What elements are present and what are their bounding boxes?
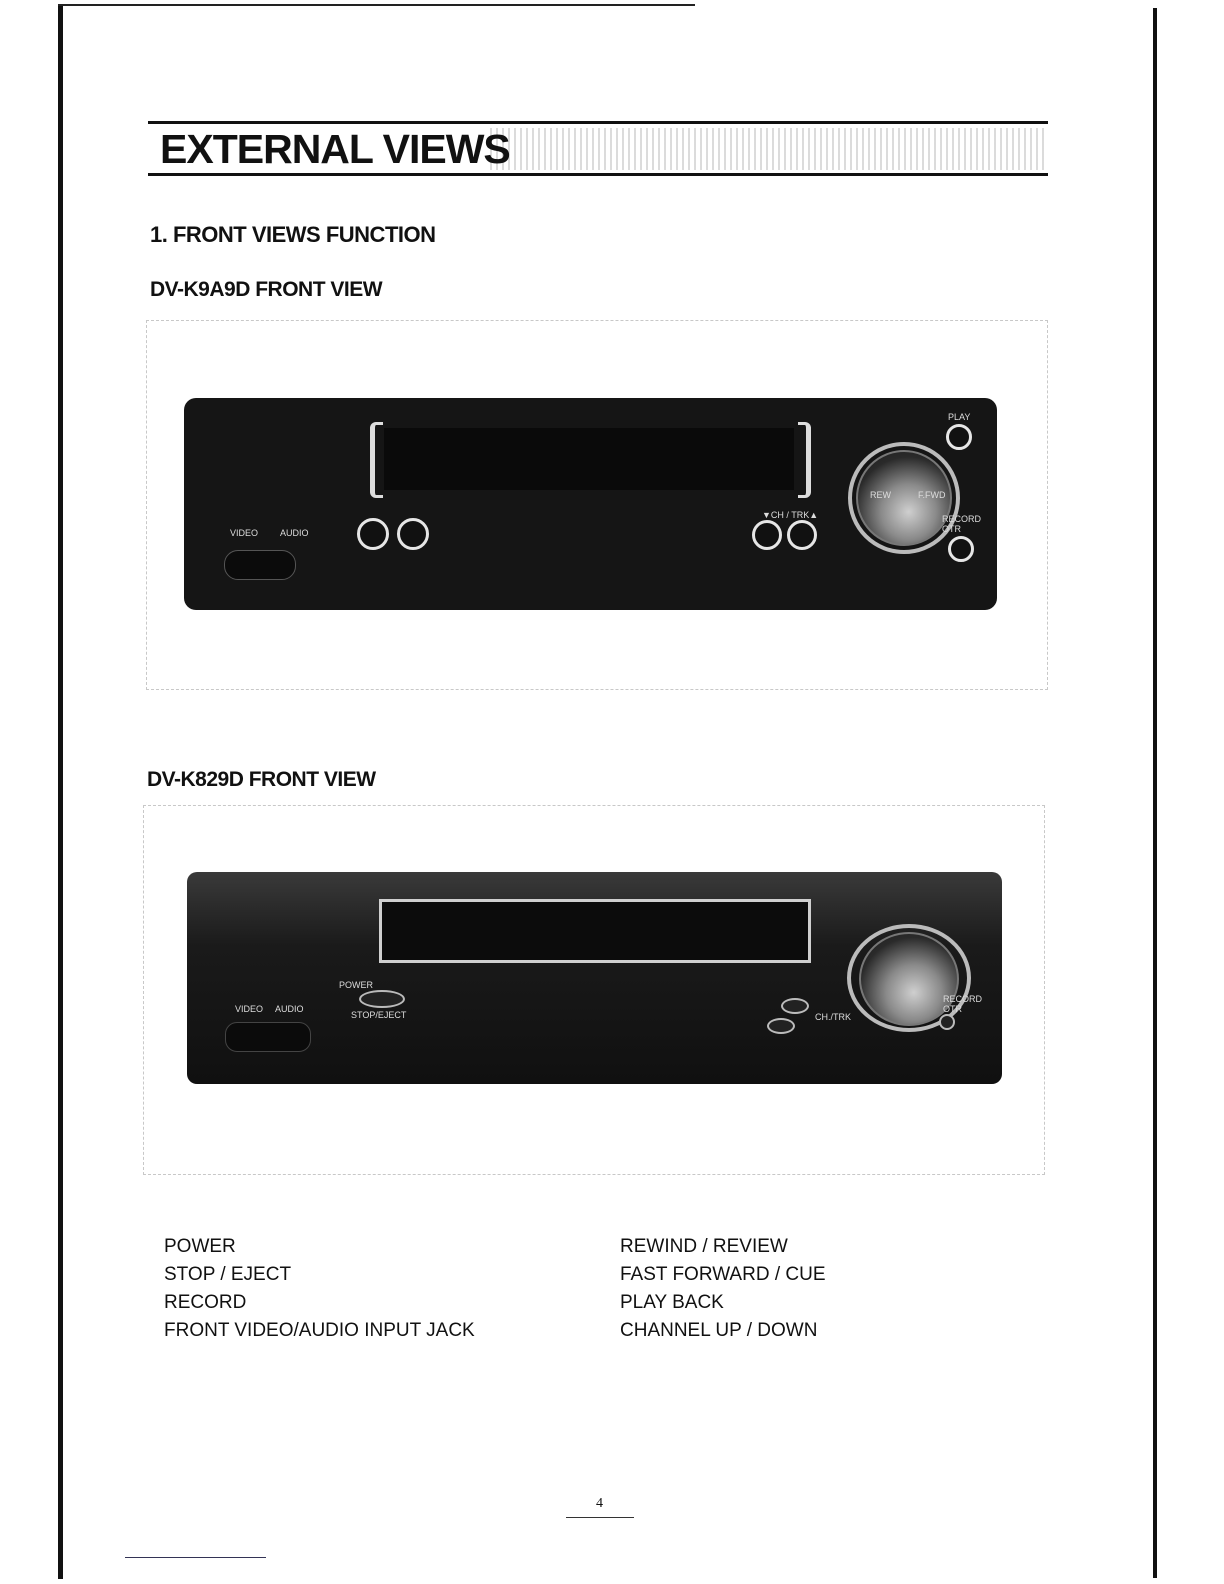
legend-item: PLAY BACK bbox=[620, 1292, 724, 1313]
record-button[interactable] bbox=[948, 536, 974, 562]
record-otr-label: RECORD OTR bbox=[943, 994, 983, 1014]
play-button[interactable] bbox=[946, 424, 972, 450]
legend-right-column bbox=[620, 1233, 826, 1345]
view-title-k829d: DV-K829D FRONT VIEW bbox=[147, 768, 376, 791]
header-rule-bottom bbox=[148, 173, 1048, 176]
power-button[interactable] bbox=[359, 990, 405, 1008]
page-number: 4 bbox=[596, 1496, 603, 1511]
front-av-input-jack[interactable] bbox=[224, 550, 296, 580]
record-otr-label: RECORD OTR bbox=[942, 514, 982, 534]
page-number-rule bbox=[566, 1517, 634, 1518]
legend-left-column bbox=[164, 1233, 475, 1345]
channel-down-button[interactable] bbox=[767, 1018, 795, 1034]
legend-item: REWIND / REVIEW bbox=[620, 1236, 788, 1257]
channel-down-button[interactable] bbox=[752, 520, 782, 550]
ch-trk-label: CH./TRK bbox=[815, 1012, 851, 1022]
cassette-slot[interactable] bbox=[384, 428, 794, 490]
stop-eject-label: STOP/EJECT bbox=[351, 1010, 407, 1020]
rew-label: REW bbox=[870, 490, 891, 500]
audio-jack-label: AUDIO bbox=[280, 528, 309, 538]
audio-jack-label: AUDIO bbox=[275, 1004, 304, 1014]
cassette-slot-right-bracket bbox=[798, 422, 811, 498]
page-bottom-mark bbox=[125, 1557, 266, 1558]
power-button[interactable] bbox=[357, 518, 389, 550]
play-label: PLAY bbox=[948, 412, 971, 422]
stop-eject-button[interactable] bbox=[397, 518, 429, 550]
legend-item: FRONT VIDEO/AUDIO INPUT JACK bbox=[164, 1320, 475, 1341]
ff-label: F.FWD bbox=[918, 490, 946, 500]
cassette-door[interactable] bbox=[379, 899, 811, 963]
legend-item: FAST FORWARD / CUE bbox=[620, 1264, 826, 1285]
legend-item: CHANNEL UP / DOWN bbox=[620, 1320, 818, 1341]
channel-up-button[interactable] bbox=[787, 520, 817, 550]
vcr-front-k829d bbox=[187, 872, 1002, 1084]
header-dotted-band bbox=[490, 128, 1045, 170]
power-label: POWER bbox=[339, 980, 374, 990]
page-title: EXTERNAL VIEWS bbox=[160, 126, 510, 172]
channel-up-button[interactable] bbox=[781, 998, 809, 1014]
ch-trk-label: ▼CH / TRK▲ bbox=[762, 510, 819, 520]
record-button[interactable] bbox=[939, 1014, 955, 1030]
video-jack-label: VIDEO bbox=[230, 528, 259, 538]
video-jack-label: VIDEO bbox=[235, 1004, 264, 1014]
view-title-k9a9d: DV-K9A9D FRONT VIEW bbox=[150, 278, 383, 301]
vcr-front-k9a9d bbox=[184, 398, 997, 610]
page-border-left bbox=[58, 4, 63, 1579]
section-title: 1. FRONT VIEWS FUNCTION bbox=[150, 222, 436, 247]
cassette-slot-left-bracket bbox=[370, 422, 383, 498]
legend-item: STOP / EJECT bbox=[164, 1264, 292, 1285]
page-border-top bbox=[58, 4, 695, 6]
legend-item: POWER bbox=[164, 1236, 236, 1257]
page-border-right bbox=[1153, 8, 1157, 1578]
legend-item: RECORD bbox=[164, 1292, 247, 1313]
front-av-input-jack[interactable] bbox=[225, 1022, 311, 1052]
